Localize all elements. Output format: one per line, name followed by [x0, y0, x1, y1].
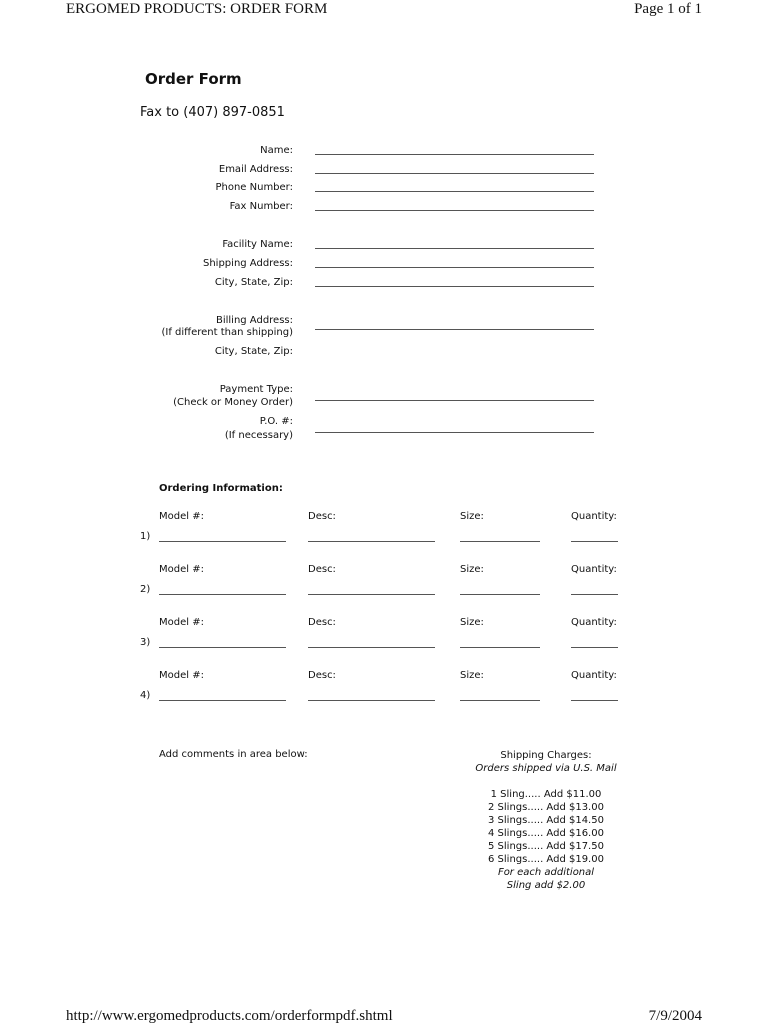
- payment-type-note: (Check or Money Order): [173, 397, 293, 408]
- phone-label: Phone Number:: [215, 182, 293, 193]
- quantity-field[interactable]: [571, 700, 618, 701]
- model-field[interactable]: [159, 700, 286, 701]
- model-field[interactable]: [159, 594, 286, 595]
- shipping-rate: 5 Slings..... Add $17.50: [488, 841, 604, 852]
- desc-field[interactable]: [308, 700, 435, 701]
- row-number: 3): [140, 637, 151, 648]
- model-label: Model #:: [159, 617, 204, 628]
- shipping-rate: 2 Slings..... Add $13.00: [488, 802, 604, 813]
- shipping-rate: 1 Sling..... Add $11.00: [490, 789, 602, 800]
- billing-address-label: Billing Address:: [215, 315, 293, 326]
- fax-number-field[interactable]: [315, 210, 594, 211]
- shipping-address-label: Shipping Address:: [203, 258, 293, 269]
- phone-field[interactable]: [315, 191, 594, 192]
- desc-field[interactable]: [308, 594, 435, 595]
- quantity-field[interactable]: [571, 647, 618, 648]
- po-field[interactable]: [315, 432, 594, 433]
- page-header-title: ERGOMED PRODUCTS: ORDER FORM: [66, 1, 328, 17]
- model-label: Model #:: [159, 511, 204, 522]
- billing-address-field[interactable]: [315, 329, 594, 330]
- size-label: Size:: [460, 617, 484, 628]
- email-label: Email Address:: [218, 164, 293, 175]
- shipping-subtitle: Orders shipped via U.S. Mail: [475, 763, 617, 774]
- model-label: Model #:: [159, 670, 204, 681]
- shipping-note: Sling add $2.00: [506, 880, 586, 891]
- shipping-rate: 4 Slings..... Add $16.00: [488, 828, 604, 839]
- size-label: Size:: [460, 511, 484, 522]
- facility-field[interactable]: [315, 248, 594, 249]
- quantity-label: Quantity:: [571, 511, 617, 522]
- page-number: Page 1 of 1: [634, 1, 702, 17]
- billing-city-state-zip-label: City, State, Zip:: [214, 346, 293, 357]
- facility-label: Facility Name:: [222, 239, 293, 250]
- size-field[interactable]: [460, 647, 540, 648]
- size-field[interactable]: [460, 541, 540, 542]
- shipping-rate: 3 Slings..... Add $14.50: [488, 815, 604, 826]
- row-number: 2): [140, 584, 151, 595]
- po-note: (If necessary): [224, 430, 293, 441]
- model-field[interactable]: [159, 647, 286, 648]
- form-title: Order Form: [145, 70, 242, 88]
- city-state-zip-label: City, State, Zip:: [214, 277, 293, 288]
- name-field[interactable]: [315, 154, 594, 155]
- quantity-field[interactable]: [571, 594, 618, 595]
- shipping-note: For each additional: [497, 867, 595, 878]
- desc-label: Desc:: [308, 670, 336, 681]
- quantity-label: Quantity:: [571, 670, 617, 681]
- shipping-rate: 6 Slings..... Add $19.00: [488, 854, 604, 865]
- fax-number-label: Fax Number:: [229, 201, 293, 212]
- name-label: Name:: [260, 145, 293, 156]
- size-label: Size:: [460, 564, 484, 575]
- fax-instruction: Fax to (407) 897-0851: [140, 105, 285, 120]
- billing-address-note: (If different than shipping): [161, 327, 293, 338]
- quantity-label: Quantity:: [571, 617, 617, 628]
- payment-type-label: Payment Type:: [219, 384, 293, 395]
- shipping-title: Shipping Charges:: [500, 750, 592, 761]
- po-label: P.O. #:: [259, 416, 293, 427]
- size-label: Size:: [460, 670, 484, 681]
- shipping-charges: [446, 749, 646, 892]
- size-field[interactable]: [460, 700, 540, 701]
- ordering-info-title: Ordering Information:: [159, 483, 283, 494]
- quantity-field[interactable]: [571, 541, 618, 542]
- comments-label: Add comments in area below:: [159, 749, 308, 760]
- row-number: 4): [140, 690, 151, 701]
- quantity-label: Quantity:: [571, 564, 617, 575]
- payment-type-field[interactable]: [315, 400, 594, 401]
- desc-field[interactable]: [308, 541, 435, 542]
- page-url: http://www.ergomedproducts.com/orderformpdf.shtml: [66, 1008, 393, 1024]
- model-field[interactable]: [159, 541, 286, 542]
- desc-label: Desc:: [308, 617, 336, 628]
- shipping-address-field[interactable]: [315, 267, 594, 268]
- email-field[interactable]: [315, 173, 594, 174]
- size-field[interactable]: [460, 594, 540, 595]
- desc-field[interactable]: [308, 647, 435, 648]
- desc-label: Desc:: [308, 511, 336, 522]
- page-date: 7/9/2004: [648, 1008, 702, 1024]
- city-state-zip-field[interactable]: [315, 286, 594, 287]
- desc-label: Desc:: [308, 564, 336, 575]
- row-number: 1): [140, 531, 151, 542]
- model-label: Model #:: [159, 564, 204, 575]
